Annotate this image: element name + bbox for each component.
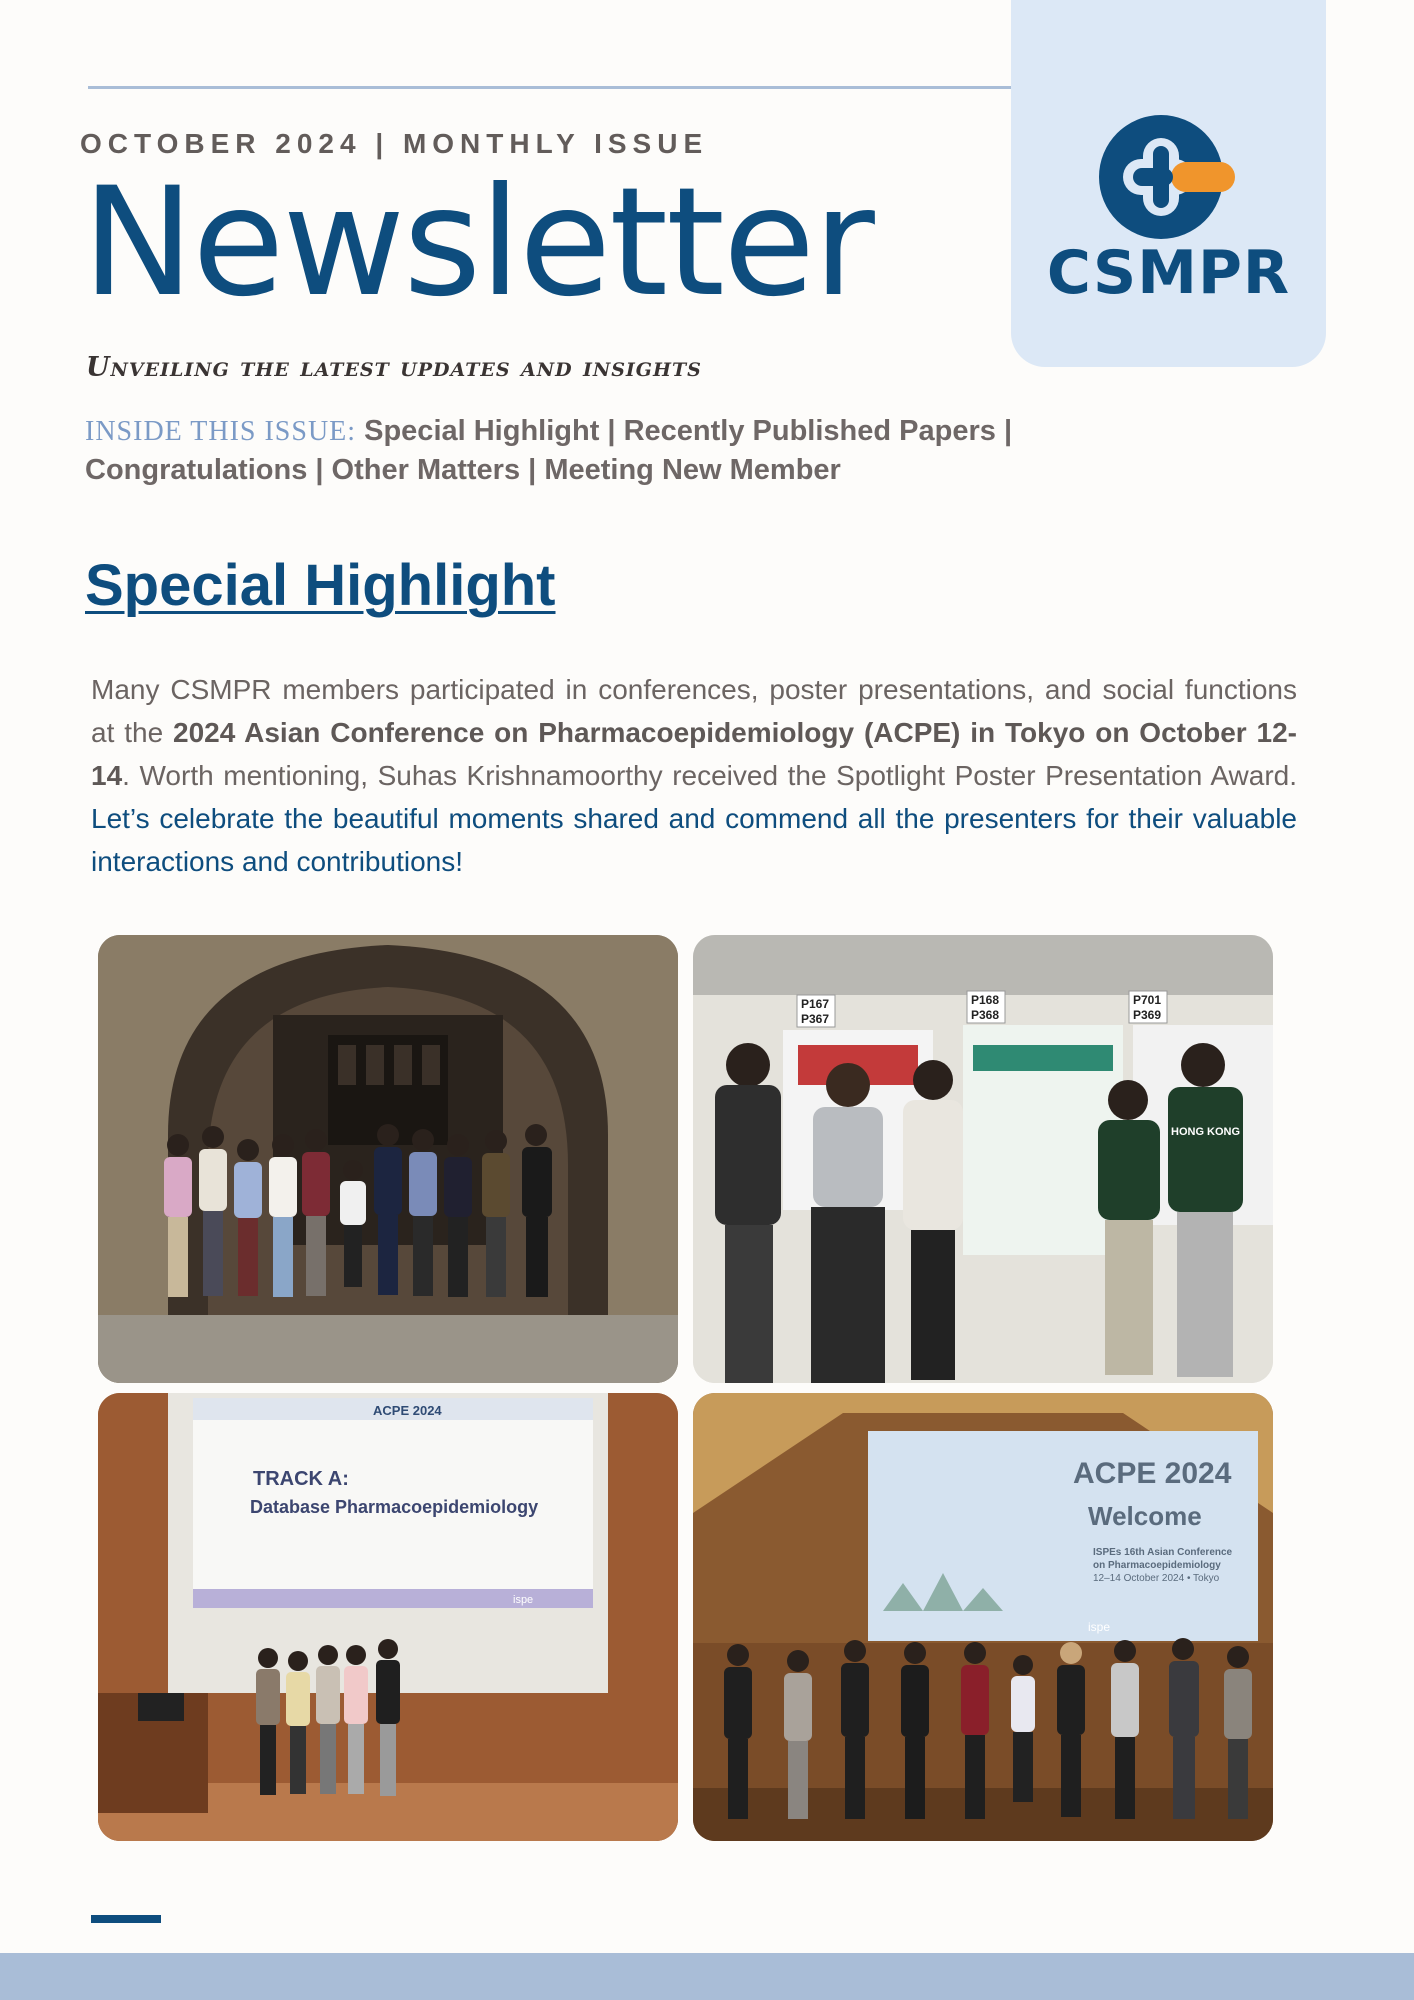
slide-header: ACPE 2024 [373, 1403, 442, 1418]
slide-track-label: TRACK A: [253, 1468, 349, 1490]
newsletter-title: Newsletter [82, 156, 873, 330]
welcome-sub2: on Pharmacoepidemiology [1093, 1560, 1221, 1571]
issue-date: OCTOBER 2024 | MONTHLY ISSUE [80, 128, 709, 159]
poster-label-p368: P368 [971, 1008, 1000, 1022]
inside-label: INSIDE THIS ISSUE: [85, 416, 357, 447]
section-title: Special Highlight [85, 553, 556, 618]
poster-label-p701: P701 [1133, 993, 1162, 1007]
welcome-footer: ispe [1088, 1620, 1111, 1634]
slide-footer: ispe [513, 1594, 534, 1606]
shirt-text: HONG KONG [1171, 1126, 1241, 1138]
welcome-title: Welcome [1088, 1501, 1202, 1531]
slide-track-title: Database Pharmacoepidemiology [250, 1497, 539, 1517]
paragraph-text-2: . Worth mentioning, Suhas Krishnamoorthy received the Spotlight Poster Presentation Award. [122, 760, 1297, 791]
paragraph-bold: 2024 Asian Conference on Pharmacoepidemiology (ACPE) in Tokyo on October 12-14 [91, 717, 1297, 791]
poster-label-p369: P369 [1133, 1008, 1162, 1022]
photo-poster-session [693, 935, 1273, 1383]
highlight-paragraph [91, 668, 1297, 883]
top-rule [88, 86, 1013, 89]
paragraph-highlight: Let’s celebrate the beautiful moments shared and commend all the presenters for their valuable interactions and contributions! [91, 803, 1297, 877]
inside-topics: Special Highlight | Recently Published Papers | Congratulations | Other Matters | Meeting New Member [85, 415, 1013, 486]
poster-label-p168: P168 [971, 993, 1000, 1007]
welcome-sub3: 12–14 October 2024 • Tokyo [1093, 1573, 1220, 1584]
poster-label-p367: P367 [801, 1012, 830, 1026]
tagline: Unveiling the latest updates and insights [86, 352, 702, 383]
photo-group-archway [98, 935, 678, 1383]
footer-bar [0, 1953, 1414, 2000]
photo-track-a [98, 1393, 678, 1841]
footer-dash [91, 1915, 161, 1923]
photo-welcome [693, 1393, 1273, 1841]
logo-wordmark: CSMPR [1046, 238, 1291, 308]
capsule-cross-icon [1099, 114, 1239, 240]
paragraph-text: Many CSMPR members participated in conferences, poster presentations, and social functions at the [91, 674, 1297, 748]
poster-label-p167: P167 [801, 997, 830, 1011]
logo-card [1011, 0, 1326, 367]
inside-this-issue [85, 412, 1045, 489]
welcome-brand: ACPE 2024 [1073, 1457, 1232, 1490]
welcome-sub1: ISPEs 16th Asian Conference [1093, 1547, 1233, 1558]
